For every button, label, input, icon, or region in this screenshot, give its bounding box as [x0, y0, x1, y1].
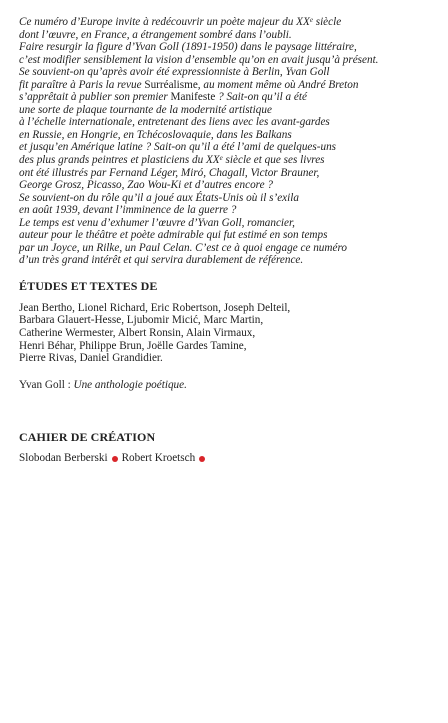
review-title: Surréalisme: [144, 78, 198, 91]
authors-line: Jean Bertho, Lionel Richard, Eric Robertson, Joseph Delteil,: [19, 301, 291, 314]
intro-line: c’est modifier sensiblement la vision d’ensemble qu’on en avait jusqu’à présent.: [19, 53, 379, 66]
authors-line: Pierre Rivas, Daniel Grandidier.: [19, 352, 163, 365]
intro-line: par un Joyce, un Rilke, un Paul Celan. C’est ce à quoi engage ce numéro: [19, 241, 347, 254]
page-content: [19, 16, 439, 465]
etudes-authors-list: [19, 302, 439, 365]
intro-line: fit paraître à Paris la revue Surréalisme, au moment même où André Breton: [19, 78, 359, 91]
intro-line: une sorte de plaque tournante de la modernité artistique: [19, 103, 272, 116]
intro-line: d’un très grand intérêt et qui servira durablement de référence.: [19, 254, 304, 267]
intro-line: s’apprêtait à publier son premier Manifeste ? Sait-on qu’il a été: [19, 91, 307, 104]
intro-line: auteur pour le théâtre et poète admirable qui fut estimé en son temps: [19, 229, 328, 242]
intro-line: des plus grands peintres et plasticiens du XXe siècle et que ses livres: [19, 154, 325, 167]
authors-line: Henri Béhar, Philippe Brun, Joëlle Gardes Tamine,: [19, 339, 247, 352]
intro-line: Ce numéro d’Europe invite à redécouvrir un poète majeur du XXe siècle: [19, 16, 342, 28]
intro-line: en Russie, en Hongrie, en Tchécoslovaquie, dans les Balkans: [19, 128, 292, 141]
intro-line: Faire resurgir la figure d’Yvan Goll (1891-1950) dans le paysage littéraire,: [19, 41, 357, 54]
intro-line: en août 1939, devant l’imminence de la guerre ?: [19, 204, 237, 217]
intro-line: Se souvient-on du rôle qu’il a joué aux États-Unis où il s’exila: [19, 191, 299, 204]
intro-line: George Grosz, Picasso, Zao Wou-Ki et d’autres encore ?: [19, 179, 273, 192]
cahier-author: Slobodan Berberski: [19, 452, 108, 465]
red-bullet-icon: [199, 456, 205, 462]
superscript-e: e: [309, 16, 313, 24]
anthology-line: Yvan Goll : Une anthologie poétique.: [19, 378, 187, 391]
anthology-title: Une anthologie poétique.: [73, 378, 187, 391]
intro-line: ont été illustrés par Fernand Léger, Miró, Chagall, Victor Brauner,: [19, 166, 320, 179]
intro-line: Le temps est venu d’exhumer l’œuvre d’Yvan Goll, romancier,: [19, 216, 295, 229]
authors-line: Catherine Wermester, Albert Ronsin, Alain Virmaux,: [19, 327, 256, 340]
etudes-heading: ÉTUDES ET TEXTES DE: [19, 278, 158, 293]
authors-line: Barbara Glauert-Hesse, Ljubomir Micić, Marc Martin,: [19, 314, 264, 327]
cahier-authors: [19, 451, 439, 465]
manifesto-title: Manifeste: [170, 91, 216, 104]
superscript-e: e: [219, 154, 223, 163]
intro-line: dont l’œuvre, en France, a étrangement sombré dans l’oubli.: [19, 28, 292, 41]
intro-line: Se souvient-on qu’après avoir été expressionniste à Berlin, Yvan Goll: [19, 66, 330, 79]
cahier-author: Robert Kroetsch: [121, 452, 196, 465]
intro-paragraph: [19, 16, 439, 267]
intro-line: à l’échelle internationale, entretenant des liens avec les avant-gardes: [19, 116, 330, 129]
intro-line: et jusqu’en Amérique latine ? Sait-on qu’il a été l’ami de quelques-uns: [19, 141, 337, 154]
red-bullet-icon: [112, 456, 118, 462]
cahier-heading: CAHIER DE CRÉATION: [19, 430, 156, 445]
